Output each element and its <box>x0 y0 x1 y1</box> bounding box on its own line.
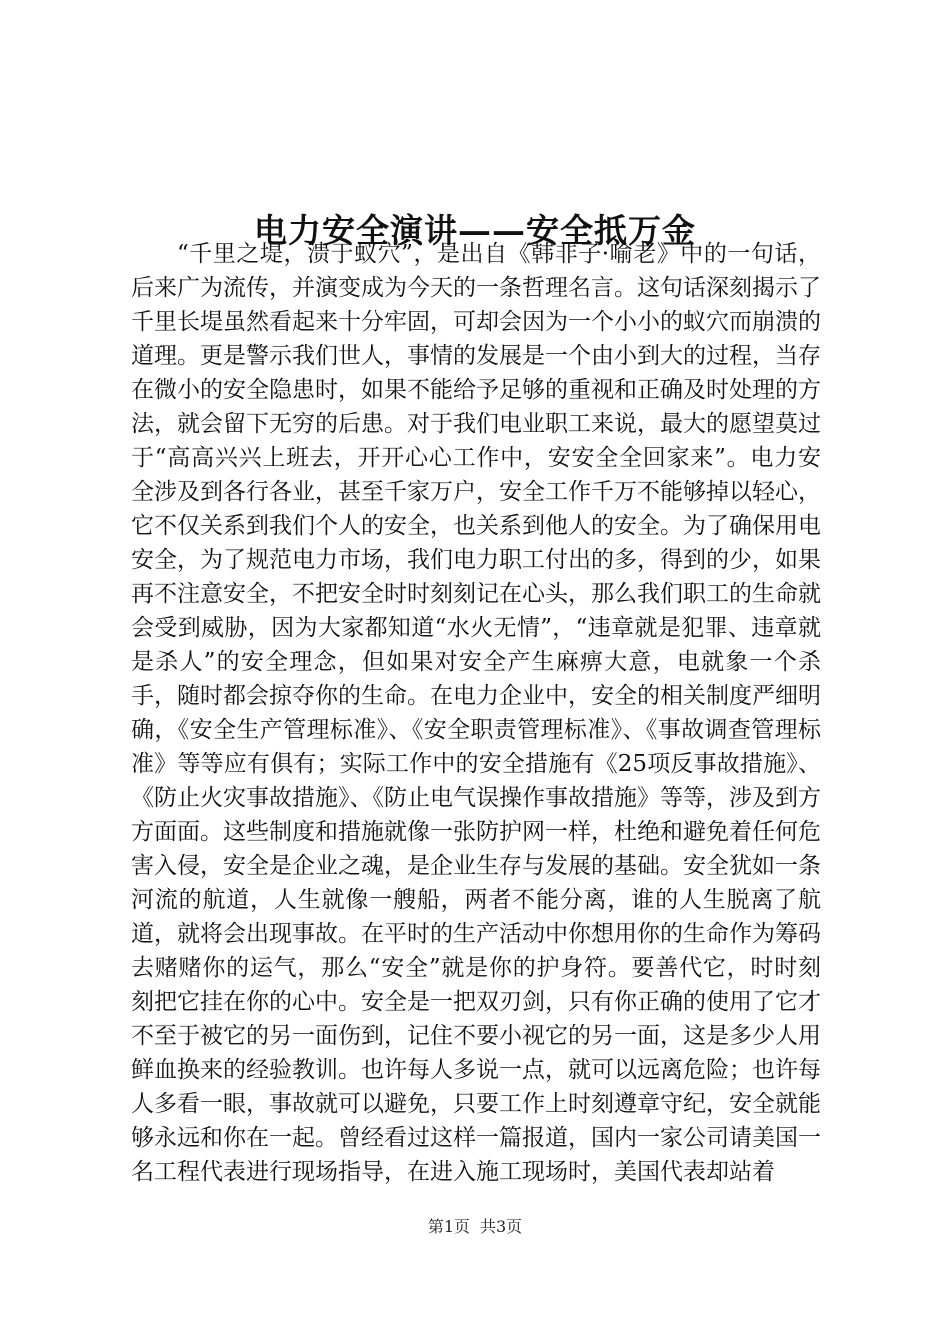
page-number: 第1页 <box>427 1217 470 1236</box>
page-total: 共3页 <box>480 1217 523 1236</box>
document-body-paragraph: “千里之堤，溃于蚁穴”，是出自《韩非子·喻老》中的一句话，后来广为流传，并演变成为今天的一条哲理名言。这句话深刻揭示了千里长堤虽然看起来十分牢固，可却会因为一个小小的蚁穴而崩溃的道理。更是警示我们世人，事情的发展是一个由小到大的过程，当存在微小的安全隐患时，如果不能给予足够的重视和正确及时处理的方法，就会留下无穷的后患。对于我们电业职工来说，最大的愿望莫过于“高高兴兴上班去，开开心心工作中，安安全全回家来”。电力安全涉及到各行各业，甚至千家万户，安全工作千万不能够掉以轻心，它不仅关系到我们个人的安全，也关系到他人的安全。为了确保用电安全，为了规范电力市场，我们电力职工付出的多，得到的少，如果再不注意安全，不把安全时时刻刻记在心头，那么我们职工的生命就会受到威胁，因为大家都知道“水火无情”，“违章就是犯罪、违章就是杀人”的安全理念，但如果对安全产生麻痹大意，电就象一个杀手，随时都会掠夺你的生命。在电力企业中，安全的相关制度严细明确，《安全生产管理标准》、《安全职责管理标准》、《事故调查管理标准》等等应有俱有；实际工作中的安全措施有《25项反事故措施》、《防止火灾事故措施》、《防止电气误操作事故措施》等等，涉及到方方面面。这些制度和措施就像一张防护网一样，杜绝和避免着任何危害入侵，安全是企业之魂，是企业生存与发展的基础。安全犹如一条河流的航道，人生就像一艘船，两者不能分离，谁的人生脱离了航道，就将会出现事故。在平时的生产活动中你想用你的生命作为筹码去赌赌你的运气，那么“安全”就是你的护身符。要善代它，时时刻刻把它挂在你的心中。安全是一把双刃剑，只有你正确的使用了它才不至于被它的另一面伤到，记住不要小视它的另一面，这是多少人用鲜血换来的经验教训。也许每人多说一点，就可以远离危险；也许每人多看一眼，事故就可以避免，只要工作上时刻遵章守纪，安全就能够永远和你在一起。曾经看过这样一篇报道，国内一家公司请美国一名工程代表进行现场指导，在进入施工现场时，美国代表却站着 <box>131 241 821 1185</box>
page-footer <box>0 1216 950 1238</box>
document-title: 电力安全演讲——安全抵万金 <box>254 211 696 251</box>
